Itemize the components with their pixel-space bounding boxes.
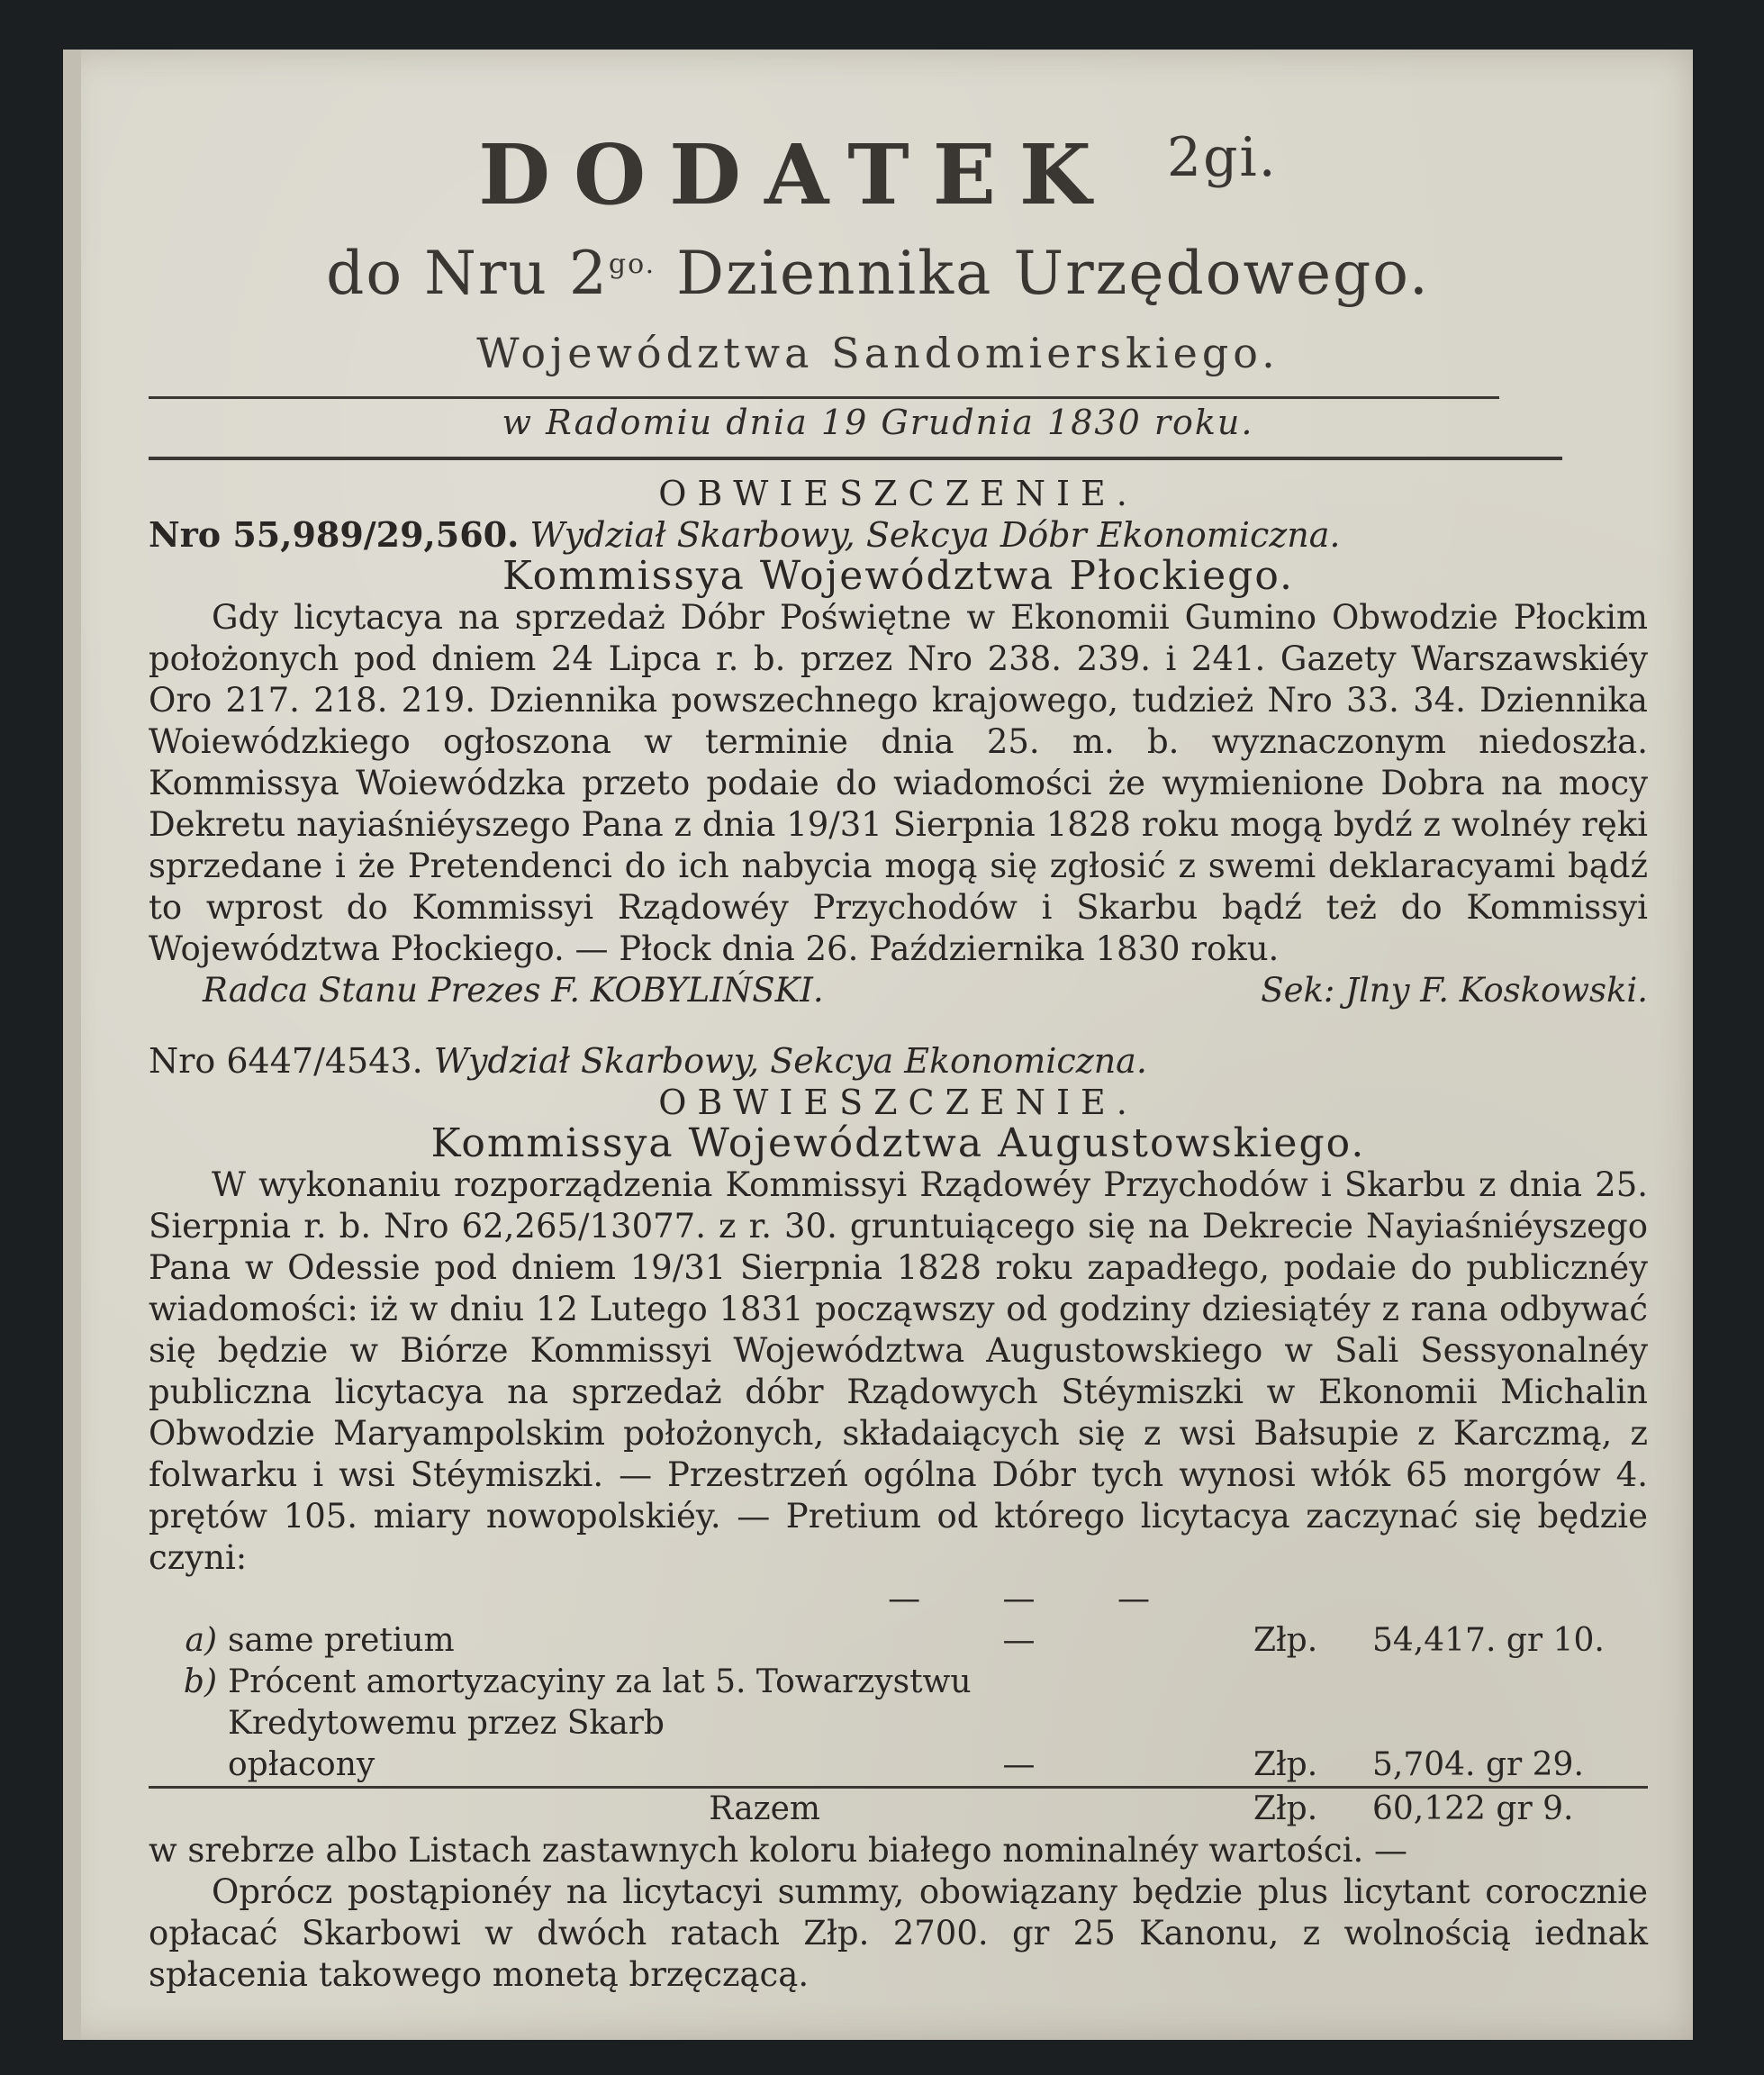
- total-amount: 60,122 gr 9.: [1367, 1788, 1648, 1831]
- masthead-subtitle: [63, 239, 1693, 308]
- reference-department: Wydział Skarbowy, Sekcya Ekonomiczna.: [433, 1041, 1147, 1081]
- notice-plock: [149, 473, 1648, 1011]
- row-currency: Złp.: [1253, 1746, 1318, 1783]
- total-row: [149, 1788, 1648, 1831]
- notice-augustow: [149, 1040, 1648, 1996]
- row-currency: Złp.: [1253, 1622, 1318, 1659]
- signature-line: [149, 970, 1648, 1011]
- notice-body-final: Oprócz postąpionéy na licytacyi summy, obowiązany będzie plus licytant corocznie opłacać Skarbowi w dwóch ratach Złp. 2700. gr 25 Kanonu, z wolnością iednak spłacenia takowego monetą brzęczącą.: [149, 1872, 1648, 1994]
- notice-heading: OBWIESZCZENIE.: [658, 474, 1138, 513]
- row-amount: [1367, 1662, 1648, 1703]
- row-text: Kredytowemu przez Skarb opłacony: [228, 1705, 665, 1783]
- row-dashes: — — — —: [888, 1581, 1186, 1659]
- divider-bottom: [149, 457, 1562, 460]
- masthead-title-text: DODATEK: [478, 126, 1115, 223]
- masthead-title: [63, 126, 1693, 223]
- reference-department: Wydział Skarbowy, Sekcya Dóbr Ekonomiczna.: [529, 515, 1341, 555]
- subtitle-sup: go.: [608, 249, 656, 280]
- row-label: a): [185, 1622, 217, 1659]
- notice-reference: [149, 514, 1648, 556]
- signature-secretary: Sek: Jlny F. Koskowski.: [1261, 971, 1648, 1010]
- notice-body: W wykonaniu rozporządzenia Kommissyi Rządowéy Przychodów i Skarbu z dnia 25. Sierpnia r. b. Nro 62,265/13077. z r. 30. gruntuiącego się na Dekrecie Nayiaśniéyszego Pana w Odessie pod dniem 19/31 Sierpnia 1828 roku zapadłego, podaie do publicznéy wiadomości: iż w dniu 12 Lutego 1831 począwszy od godziny dziesiątéy z rana odbywać się będzie w Biórze Kommissyi Województwa Augustowskiego w Sali Sessyonalnéy publiczna licytacya na sprzedaż dóbr Rządowych Stéymiszki w Ekonomii Michalin Obwodzie Maryampolskim położonych, składaiących się z wsi Bałsupie z Karczmą, z folwarku i wsi Stéymiszki. — Przestrzeń ogólna Dóbr tych wynosi włók 65 morgów 4. prętów 105. miary nowopolskiéy. — Pretium od którego licytacya zaczynać się będzie czyni:: [149, 1165, 1648, 1577]
- signature-president: Radca Stanu Prezes F. KOBYLIŃSKI.: [203, 971, 824, 1010]
- price-row: [149, 1579, 1648, 1662]
- divider-top: [149, 396, 1499, 399]
- masthead-title-suffix: 2gi.: [1166, 126, 1278, 189]
- subtitle-pre: do Nru 2: [326, 239, 609, 308]
- commission-name: Kommissya Województwa Augustowskiego.: [430, 1120, 1366, 1166]
- row-text: same pretium: [228, 1622, 455, 1659]
- notice-body-continued: w srebrze albo Listach zastawnych koloru białego nominalnéy wartości. —: [149, 1831, 1407, 1870]
- document-page: [63, 50, 1693, 2040]
- row-text: Prócent amortyzacyiny za lat 5. Towarzystwu: [228, 1663, 972, 1700]
- notice-reference: [149, 1040, 1648, 1082]
- price-row: [149, 1703, 1648, 1788]
- dateline: w Radomiu dnia 19 Grudnia 1830 roku.: [502, 403, 1254, 442]
- row-amount: 5,704. gr 29.: [1372, 1746, 1584, 1783]
- price-row: [149, 1662, 1648, 1703]
- row-label: [149, 1703, 222, 1788]
- commission-name: Kommissya Województwa Płockiego.: [502, 553, 1295, 599]
- row-currency: [1248, 1662, 1367, 1703]
- subtitle-post: Dziennika Urzędowego.: [656, 239, 1430, 308]
- row-label: b): [183, 1663, 217, 1700]
- price-table: [149, 1579, 1648, 1830]
- notice-heading: OBWIESZCZENIE.: [658, 1083, 1138, 1122]
- reference-number: Nro 55,989/29,560.: [149, 514, 520, 555]
- masthead-voivodeship: Województwa Sandomierskiego.: [476, 329, 1280, 377]
- notice-body: Gdy licytacya na sprzedaż Dóbr Poświętne w Ekonomii Gumino Obwodzie Płockim położonych pod dniem 24 Lipca r. b. przez Nro 238. 239. i 241. Gazety Warszawskiéy Oro 217. 218. 219. Dziennika powszechnego krajowego, tudzież Nro 33. 34. Dziennika Woiewódzkiego ogłoszona w terminie dnia 25. m. b. wyznaczonym niedoszła. Kommissya Woiewódzka przeto podaie do wiadomości że wymienione Dobra na mocy Dekretu nayiaśniéyszego Pana z dnia 19/31 Sierpnia 1828 roku mogą bydź z wolnéy ręki sprzedane i że Pretendenci do ich nabycia mogą się zgłosić z swemi deklaracyami bądź to wprost do Kommissyi Rządowéy Przychodów i Skarbu bądź też do Kommissyi Województwa Płockiego. — Płock dnia 26. Października 1830 roku.: [149, 598, 1648, 968]
- row-dashes: —: [1002, 1746, 1072, 1783]
- reference-number: Nro 6447/4543.: [149, 1041, 423, 1081]
- total-currency: Złp.: [1248, 1788, 1367, 1831]
- row-amount: 54,417. gr 10.: [1372, 1622, 1605, 1659]
- total-label: Razem: [222, 1788, 826, 1831]
